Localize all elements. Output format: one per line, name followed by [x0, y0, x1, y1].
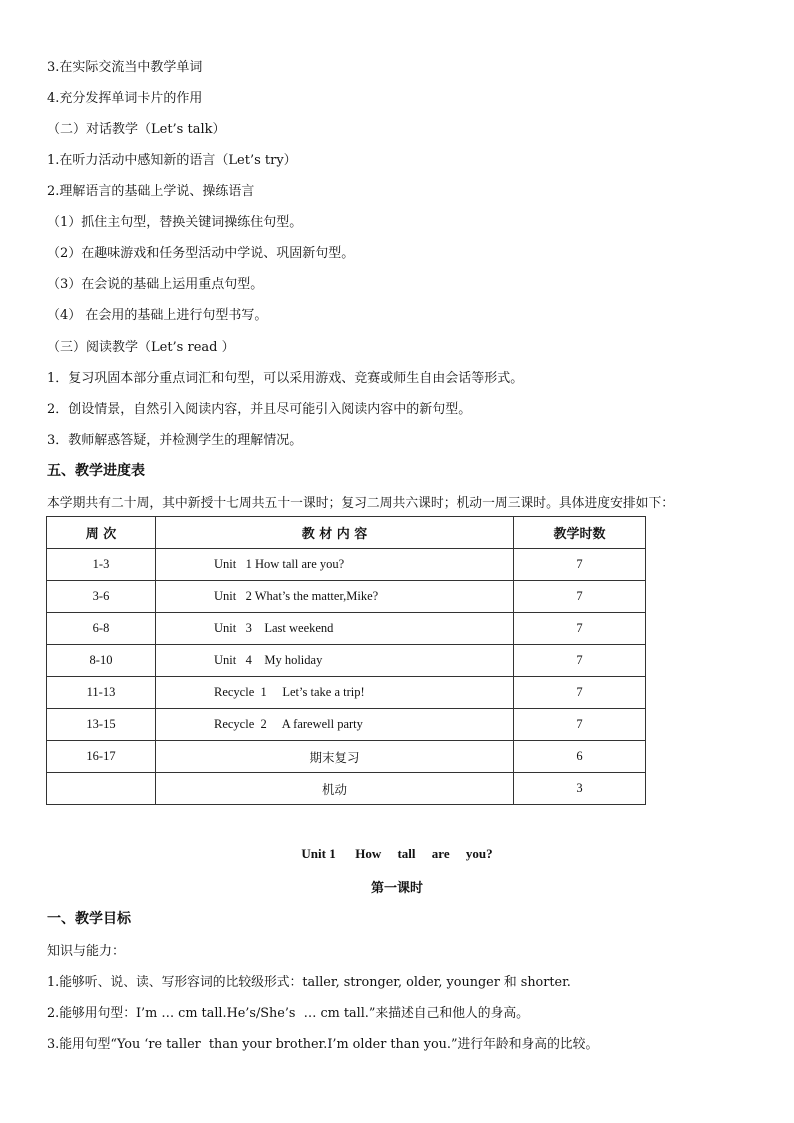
unit-title: Unit 1 How tall are you?	[301, 846, 493, 861]
text-line: 2．创设情景，自然引入阅读内容，并且尽可能引入阅读内容中的新句型。	[47, 402, 472, 417]
cell-content: Recycle 2 A farewell party	[156, 709, 514, 741]
table-row	[47, 613, 646, 645]
section-heading: 五、教学进度表	[47, 463, 145, 479]
goals-line: 1.能够听、说、读、写形容词的比较级形式：taller, stronger, older, younger 和 shorter.	[47, 975, 571, 990]
text-line: （1）抓住主句型，替换关键词操练住句型。	[47, 215, 303, 230]
goals-line: 2.能够用句型：I’m … cm tall.He’s/She’s … cm tall.”来描述自己和他人的身高。	[47, 1006, 529, 1021]
text-line: （2）在趣味游戏和任务型活动中学说、巩固新句型。	[47, 246, 355, 261]
text-line: （三）阅读教学（Let’s read ）	[47, 340, 235, 355]
schedule-intro: 本学期共有二十周，其中新授十七周共五十一课时；复习二周共六课时；机动一周三课时。具体进度安排如下：	[47, 496, 675, 511]
goals-heading: 一、教学目标	[47, 911, 131, 927]
cell-hours: 7	[514, 581, 646, 613]
cell-hours: 7	[514, 709, 646, 741]
lesson-title: 第一课时	[370, 881, 423, 896]
text-line: 4.充分发挥单词卡片的作用	[47, 91, 203, 106]
cell-weeks: 16-17	[47, 741, 156, 773]
cell-content: 机动	[156, 773, 514, 805]
cell-hours: 6	[514, 741, 646, 773]
table-row	[47, 581, 646, 613]
cell-weeks: 1-3	[47, 549, 156, 581]
header-hours: 教学时数	[514, 517, 646, 549]
cell-content: Recycle 1 Let’s take a trip!	[156, 677, 514, 709]
schedule-table	[46, 516, 646, 805]
cell-hours: 7	[514, 549, 646, 581]
goals-line: 知识与能力：	[47, 944, 126, 959]
table-row	[47, 549, 646, 581]
table-header-row	[47, 517, 646, 549]
text-line: 1.在听力活动中感知新的语言（Let’s try）	[47, 153, 297, 168]
text-line: （二）对话教学（Let’s talk）	[47, 122, 226, 137]
cell-content: Unit 3 Last weekend	[156, 613, 514, 645]
cell-weeks: 3-6	[47, 581, 156, 613]
cell-hours: 7	[514, 677, 646, 709]
cell-content: 期末复习	[156, 741, 514, 773]
cell-hours: 3	[514, 773, 646, 805]
text-line: （4） 在会用的基础上进行句型书写。	[47, 308, 268, 323]
header-content: 教 材 内 容	[156, 517, 514, 549]
cell-content: Unit 2 What’s the matter,Mike?	[156, 581, 514, 613]
table-row	[47, 773, 646, 805]
text-line: 3．教师解惑答疑，并检测学生的理解情况。	[47, 433, 303, 448]
cell-weeks	[47, 773, 156, 805]
text-line: （3）在会说的基础上运用重点句型。	[47, 277, 264, 292]
table-row	[47, 741, 646, 773]
cell-weeks: 6-8	[47, 613, 156, 645]
table-row	[47, 677, 646, 709]
text-line: 1．复习巩固本部分重点词汇和句型，可以采用游戏、竞赛或师生自由会话等形式。	[47, 371, 524, 386]
table-row	[47, 645, 646, 677]
cell-weeks: 13-15	[47, 709, 156, 741]
cell-content: Unit 4 My holiday	[156, 645, 514, 677]
text-line: 2.理解语言的基础上学说、操练语言	[47, 184, 255, 199]
cell-hours: 7	[514, 645, 646, 677]
header-weeks: 周 次	[47, 517, 156, 549]
cell-hours: 7	[514, 613, 646, 645]
text-line: 3.在实际交流当中教学单词	[47, 60, 203, 75]
cell-content: Unit 1 How tall are you?	[156, 549, 514, 581]
cell-weeks: 11-13	[47, 677, 156, 709]
goals-line: 3.能用句型“You ‘re taller than your brother.I’m older than you.”进行年龄和身高的比较。	[47, 1037, 599, 1052]
cell-weeks: 8-10	[47, 645, 156, 677]
table-row	[47, 709, 646, 741]
